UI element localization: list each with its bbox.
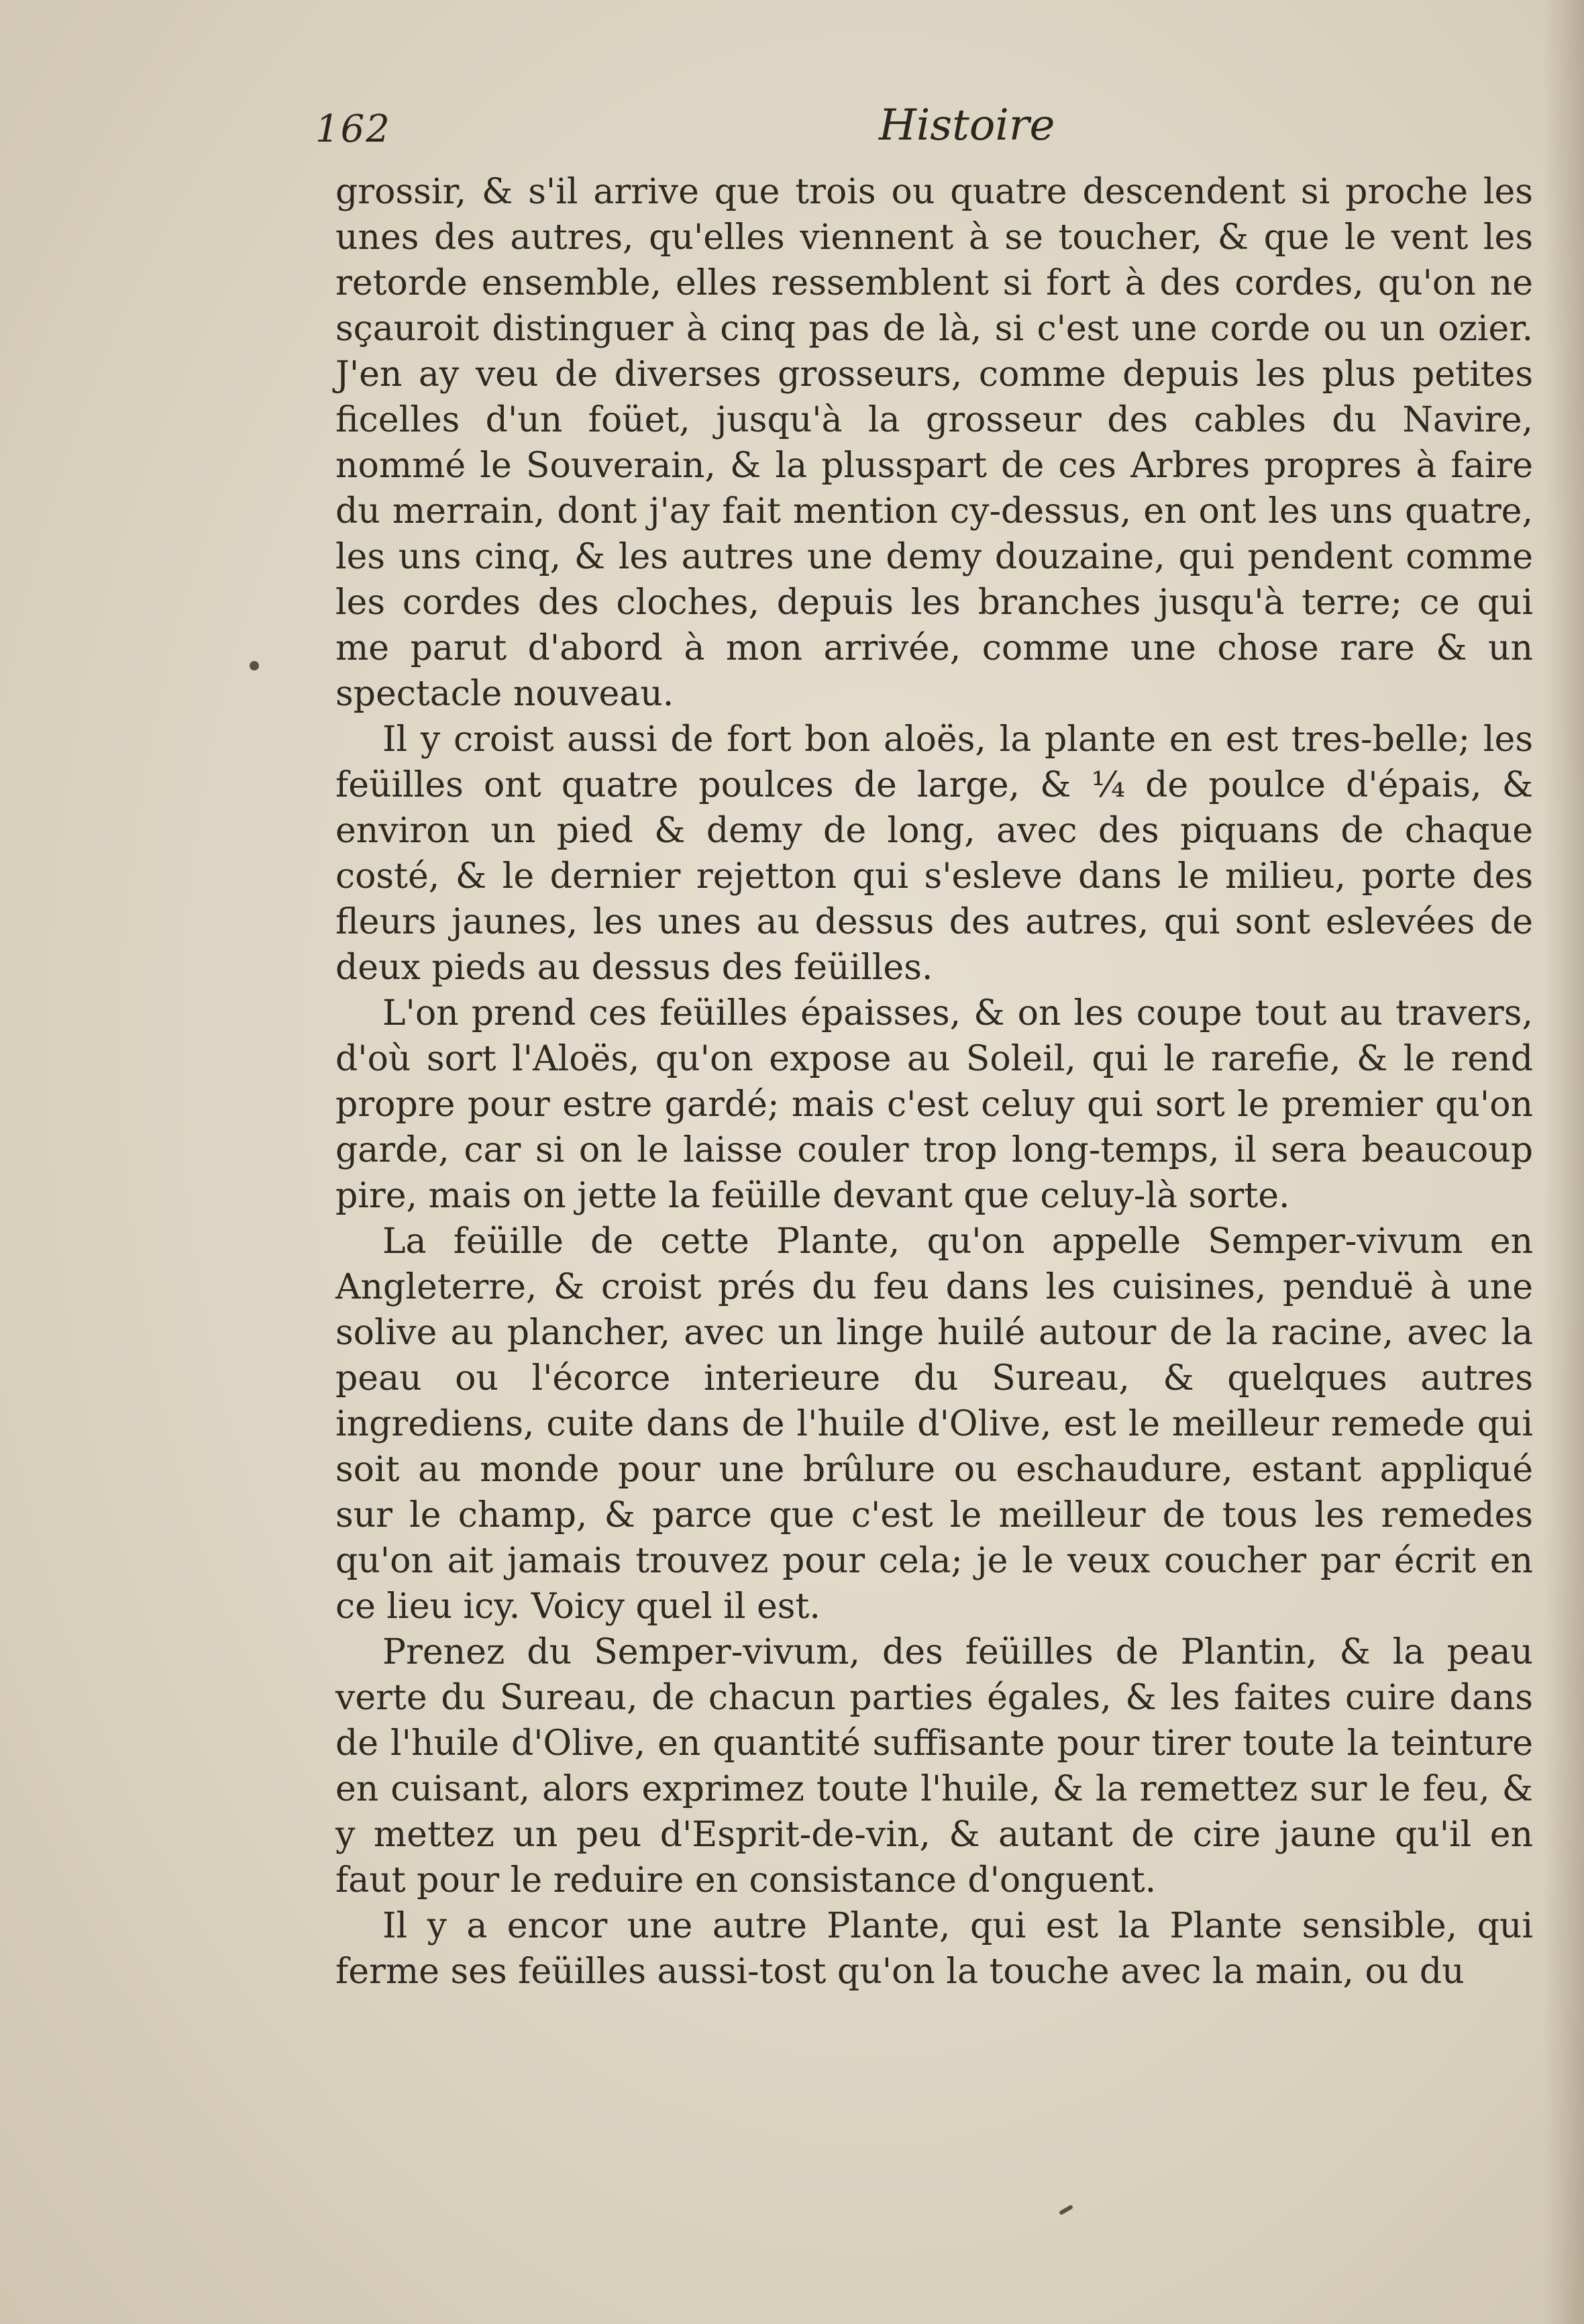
paragraph-2: Il y croist aussi de fort bon aloës, la plante en est tres-belle; les feüilles ont quatre poulces de large, & ¼ de poulce d'épais, & environ un pied & demy de long, avec des piquans de chaque costé, & le dernier rejetton qui s'esleve dans le milieu, porte des fleurs jaunes, les unes au dessus des autres, qui sont eslevées de deux pieds au dessus des feüilles. — [335, 719, 1533, 988]
paragraph-6: Il y a encor une autre Plante, qui est la Plante sensible, qui ferme ses feüilles aussi-tost qu'on la touche avec la main, ou du — [335, 1906, 1533, 1992]
ink-spot — [1059, 2205, 1073, 2215]
page-edge-shadow — [1544, 0, 1584, 2324]
paragraph-5: Prenez du Semper-vivum, des feüilles de Plantin, & la peau verte du Sureau, de chacun parties égales, & les faites cuire dans de l'huile d'Olive, en quantité suffisante pour tirer toute la teinture en cuisant, alors exprimez toute l'huile, & la remettez sur le feu, & y mettez un peu d'Esprit-de-vin, & autant de cire jaune qu'il en faut pour le reduire en consistance d'onguent. — [335, 1632, 1533, 1901]
paragraph-1: grossir, & s'il arrive que trois ou quatre descendent si proche les unes des autres, qu'elles viennent à se toucher, & que le vent les retorde ensemble, elles ressemblent si fort à des cordes, qu'on ne sçauroit distinguer à cinq pas de là, si c'est une corde ou un ozier. J'en ay veu de diverses grosseurs, comme depuis les plus petites ficelles d'un foüet, jusqu'à la grosseur des cables du Navire, nommé le Souverain, & la plusspart de ces Arbres propres à faire du merrain, dont j'ay fait mention cy-dessus, en ont les uns quatre, les uns cinq, & les autres une demy douzaine, qui pendent comme les cordes des cloches, depuis les branches jusqu'à terre; ce qui me parut d'abord à mon arrivée, comme une chose rare & un spectacle nouveau. — [335, 172, 1533, 714]
ink-spot — [250, 661, 259, 670]
page-number: 162 — [315, 107, 391, 151]
paragraph-3: L'on prend ces feüilles épaisses, & on les coupe tout au travers, d'où sort l'Aloës, qu'on expose au Soleil, qui le rarefie, & le rend propre pour estre gardé; mais c'est celuy qui sort le premier qu'on garde, car si on le laisse couler trop long-temps, il sera beaucoup pire, mais on jette la feüille devant que celuy-là sorte. — [335, 993, 1533, 1216]
body-text — [335, 169, 1533, 1994]
page-header — [315, 101, 1543, 168]
paragraph-4: La feüille de cette Plante, qu'on appelle Semper-vivum en Angleterre, & croist prés du feu dans les cuisines, penduë à une solive au plancher, avec un linge huilé autour de la racine, avec la peau ou l'écorce interieure du Sureau, & quelques autres ingrediens, cuite dans de l'huile d'Olive, est le meilleur remede qui soit au monde pour une brûlure ou eschaudure, estant appliqué sur le champ, & parce que c'est le meilleur de tous les remedes qu'on ait jamais trouvez pour cela; je le veux coucher par écrit en ce lieu icy. Voicy quel il est. — [335, 1221, 1533, 1627]
running-title: Histoire — [879, 101, 1055, 150]
